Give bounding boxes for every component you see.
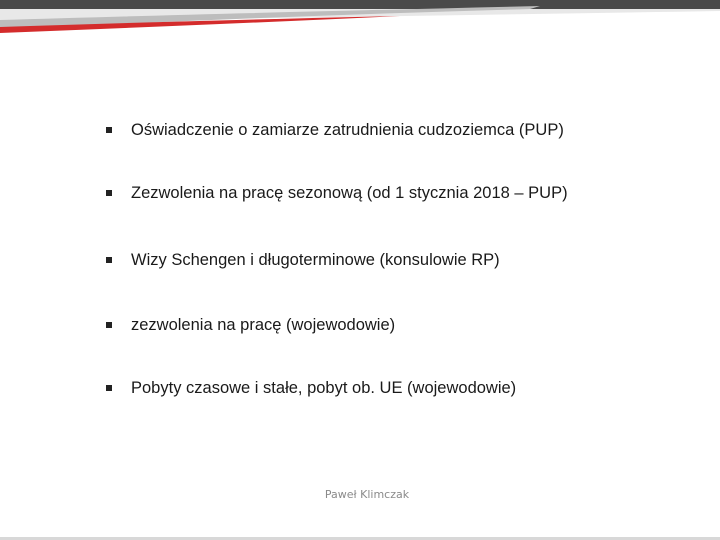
- bullet-item: [0, 182, 720, 206]
- square-bullet-icon: [106, 190, 112, 196]
- square-bullet-icon: [106, 385, 112, 391]
- bullet-text: Zezwolenia na pracę sezonową (od 1 stycznia 2018 – PUP): [131, 184, 568, 202]
- bullet-text: Pobyty czasowe i stałe, pobyt ob. UE (wojewodowie): [131, 379, 517, 397]
- bullet-text: Oświadczenie o zamiarze zatrudnienia cudzoziemca (PUP): [131, 121, 564, 139]
- bullet-text: zezwolenia na pracę (wojewodowie): [131, 316, 396, 334]
- square-bullet-icon: [106, 322, 112, 328]
- bullet-item: [0, 314, 720, 338]
- header-swoosh-decoration: [0, 0, 720, 40]
- bullet-item: [0, 377, 720, 401]
- bullet-text: Wizy Schengen i długoterminowe (konsulowie RP): [131, 251, 500, 269]
- header-dark-band: [0, 0, 720, 9]
- square-bullet-icon: [106, 257, 112, 263]
- footer-author: Paweł Klimczak: [324, 488, 410, 501]
- bullet-item: [0, 249, 720, 273]
- square-bullet-icon: [106, 127, 112, 133]
- bullet-item: [0, 119, 720, 143]
